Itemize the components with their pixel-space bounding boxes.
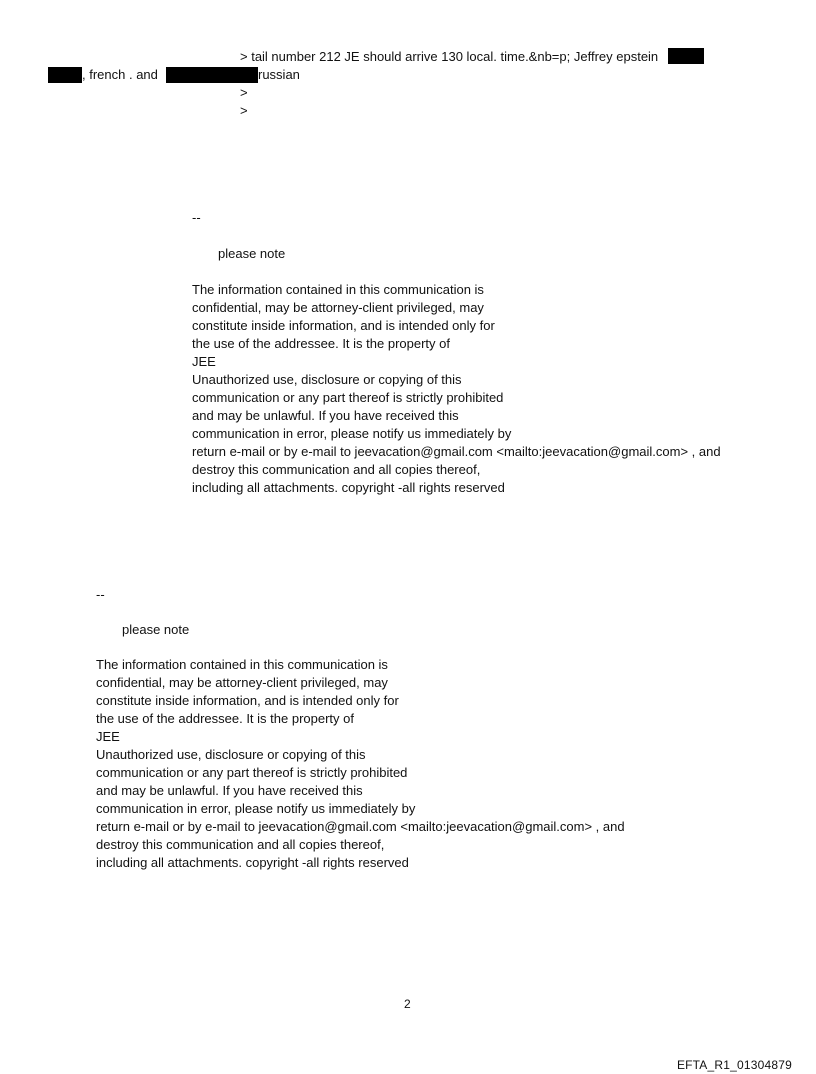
disclaimer-line: JEE [96,729,120,744]
disclaimer-line: communication or any part thereof is strictly prohibited [96,765,408,780]
disclaimer-line: destroy this communication and all copies thereof, [192,462,481,477]
disclaimer-line: constitute inside information, and is intended only for [96,693,399,708]
disclaimer-line: JEE [192,354,216,369]
disclaimer-line: including all attachments. copyright -all rights reserved [96,855,409,870]
disclaimer-line: including all attachments. copyright -all rights reserved [192,480,505,495]
disclaimer-line: the use of the addressee. It is the property of [192,336,450,351]
quoted-line-2-text-b: russian [258,67,300,82]
inner-sig-disclaimer [192,281,721,497]
quoted-line-2 [82,66,158,84]
disclaimer-line: and may be unlawful. If you have received this [192,408,459,423]
redaction-box-left [48,67,82,83]
disclaimer-line: communication or any part thereof is strictly prohibited [192,390,504,405]
quoted-line-4: > [240,103,248,118]
redaction-box [668,48,704,64]
disclaimer-line: confidential, may be attorney-client privileged, may [96,675,388,690]
quoted-line-1-text: > tail number 212 JE should arrive 130 local. time.&nb=p; Jeffrey epstein [240,49,659,64]
document-id: EFTA_R1_01304879 [676,1058,792,1072]
redaction-box-middle [166,67,258,83]
disclaimer-line: The information contained in this communication is [192,282,484,297]
disclaimer-line: and may be unlawful. If you have received this [96,783,363,798]
inner-sig-dashes: -- [192,210,201,225]
disclaimer-line: confidential, may be attorney-client privileged, may [192,300,484,315]
disclaimer-line: return e-mail or by e-mail to jeevacation@gmail.com <mailto:jeevacation@gmail.com> , and [192,444,721,459]
inner-sig-note: please note [218,246,286,261]
disclaimer-line: communication in error, please notify us immediately by [192,426,512,441]
quoted-line-3: > [240,85,248,100]
disclaimer-line: constitute inside information, and is intended only for [192,318,495,333]
disclaimer-line: Unauthorized use, disclosure or copying of this [96,747,366,762]
disclaimer-line: the use of the addressee. It is the property of [96,711,354,726]
page-number: 2 [404,997,411,1011]
outer-sig-dashes: -- [96,587,105,602]
redaction-box [48,67,82,85]
disclaimer-line: return e-mail or by e-mail to jeevacation@gmail.com <mailto:jeevacation@gmail.com> , and [96,819,625,834]
outer-sig-note: please note [122,622,190,637]
outer-sig-disclaimer [96,656,625,872]
disclaimer-line: The information contained in this communication is [96,657,388,672]
disclaimer-line: communication in error, please notify us immediately by [96,801,416,816]
disclaimer-line: destroy this communication and all copies thereof, [96,837,385,852]
quoted-line-2-text-a: , french . and [82,67,158,82]
disclaimer-line: Unauthorized use, disclosure or copying of this [192,372,462,387]
quoted-line-2b [258,66,300,84]
redaction-box [166,67,258,85]
quoted-line-1 [240,48,704,66]
